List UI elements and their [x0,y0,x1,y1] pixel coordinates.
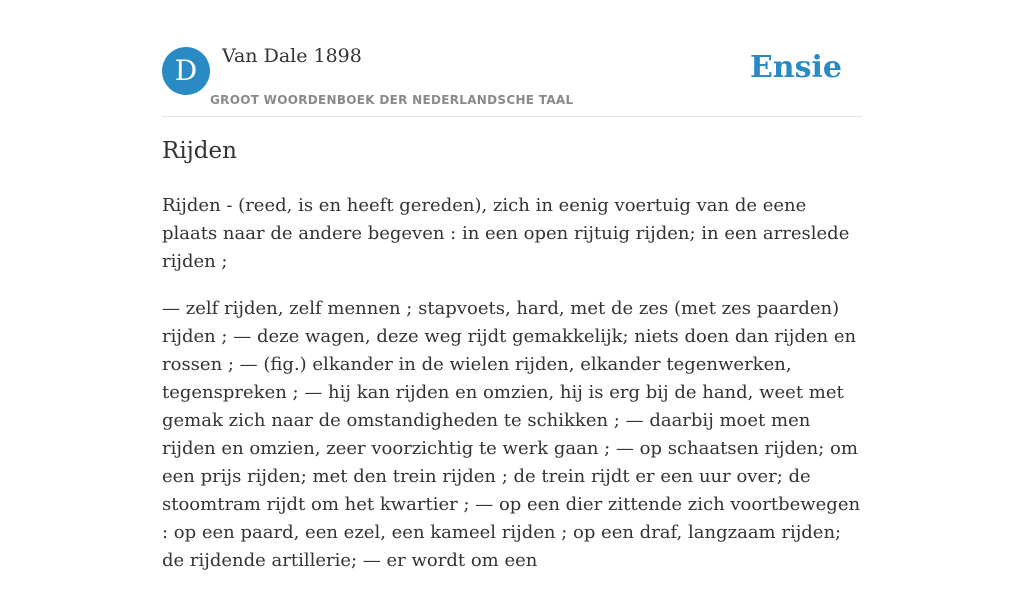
site-header [162,40,862,117]
entry-content [162,192,866,594]
dictionary-subtitle: GROOT WOORDENBOEK DER NEDERLANDSCHE TAAL [210,93,574,107]
brand-logo[interactable]: Ensie [749,50,842,85]
dictionary-name[interactable]: Van Dale 1898 [222,45,362,67]
dictionary-logo[interactable]: D [162,47,210,95]
definition-paragraph: Rijden - (reed, is en heeft gereden), zich in eenig voertuig van de eene plaats naar de andere begeven : in een open rijtuig rijden; in een arreslede rijden ; [162,195,850,272]
definition-paragraph: — zelf rijden, zelf mennen ; stapvoets, hard, met de zes (met zes paarden) rijden ; — deze wagen, deze weg rijdt gemakkelijk; niets doen dan rijden en rossen ; — (fig.) elkander in de wielen rijden, elkander tegenwerken, tegenspreken ; — hij kan rijden en omzien, hij is erg bij de hand, weet met gemak zich naar de omstandigheden te schikken ; — daarbij moet men rijden en omzien, zeer voorzichtig te werk gaan ; — op schaatsen rijden; om een prijs rijden; met den trein rijden ; de trein rijdt er een uur over; de stoomtram rijdt om het kwartier ; — op een dier zittende zich voortbewegen : op een paard, een ezel, een kameel rijden ; op een draf, langzaam rijden; de rijdende artillerie; — er wordt om een [162,298,861,571]
entry-title: Rijden [162,138,237,164]
